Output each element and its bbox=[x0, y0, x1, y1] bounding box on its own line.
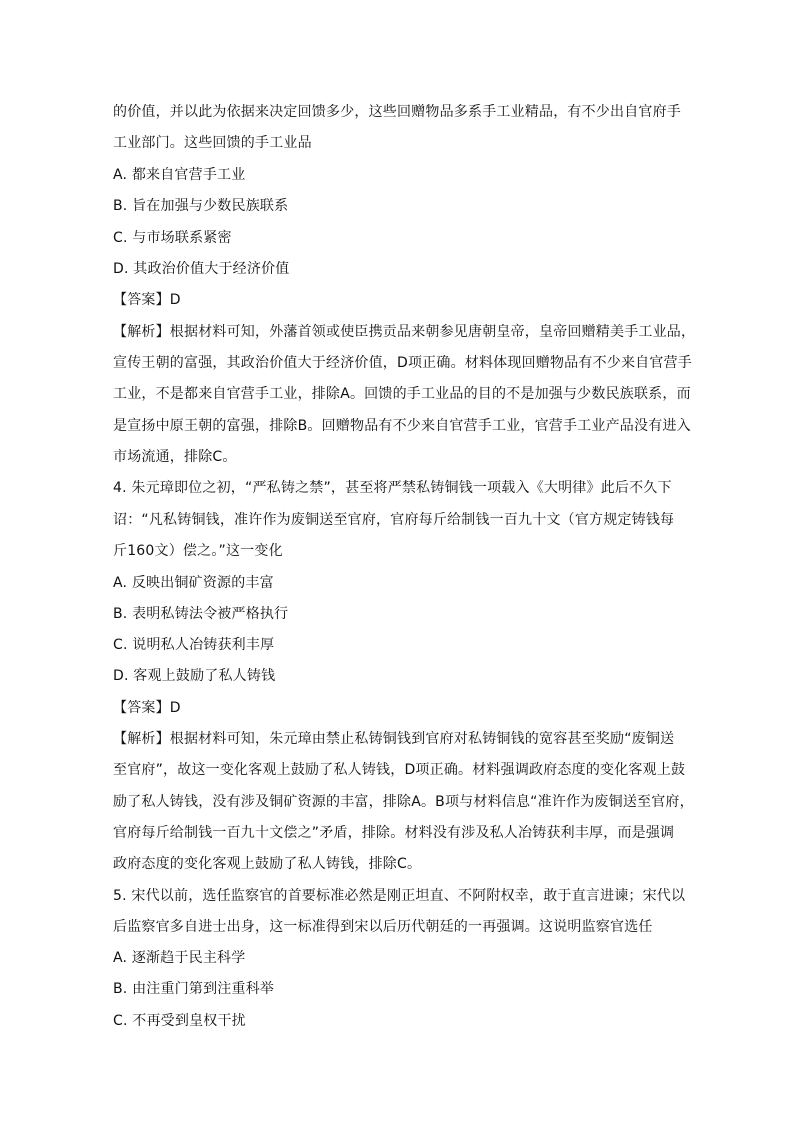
analysis-line-2: 宣传王朝的富强，其政治价值大于经济价值，D项正确。材料体现回赠物品有不少来自官营手 bbox=[113, 355, 692, 371]
analysis-line-2: 至官府”，故这一变化客观上鼓励了私人铸钱，D项正确。材料强调政府态度的变化客观上鼓 bbox=[113, 762, 686, 778]
analysis-line-1: 【解析】根据材料可知，外藩首领或使臣携贡品来朝参见唐朝皇帝，皇帝回赠精美手工业品， bbox=[113, 324, 696, 340]
analysis-line-5: 市场流通，排除C。 bbox=[113, 449, 237, 465]
option-c: C. 说明私人冶铸获利丰厚 bbox=[113, 637, 275, 653]
option-a: A. 反映出铜矿资源的丰富 bbox=[113, 575, 274, 591]
answer-label: 【答案】D bbox=[113, 700, 181, 716]
question-4-line-2: 诏：“凡私铸铜钱，准许作为废铜送至官府，官府每斤给制钱一百九十文（官方规定铸钱每 bbox=[113, 512, 675, 528]
analysis-line-1: 【解析】根据材料可知，朱元璋由禁止私铸铜钱到官府对私铸铜钱的宽容甚至奖励“废铜送 bbox=[113, 731, 675, 747]
option-d: D. 其政治价值大于经济价值 bbox=[113, 261, 290, 277]
option-c: C. 与市场联系紧密 bbox=[113, 230, 232, 246]
question-5-line-2: 后监察官多自进士出身，这一标准得到宋以后历代朝廷的一再强调。这说明监察官选任 bbox=[113, 919, 653, 935]
analysis-line-3: 工业，不是都来自官营手工业，排除A。回馈的手工业品的目的不是加强与少数民族联系，而 bbox=[113, 386, 691, 402]
analysis-line-3: 励了私人铸钱，没有涉及铜矿资源的丰富，排除A。B项与材料信息“准许作为废铜送至官府， bbox=[113, 794, 694, 810]
text-line-1: 的价值，并以此为依据来决定回馈多少，这些回赠物品多系手工业精品，有不少出自官府手 bbox=[113, 104, 681, 120]
option-a: A. 逐渐趋于民主科学 bbox=[113, 950, 246, 966]
option-d: D. 客观上鼓励了私人铸钱 bbox=[113, 668, 276, 684]
text-line-2: 工业部门。这些回馈的手工业品 bbox=[113, 135, 312, 151]
analysis-line-4: 官府每斤给制钱一百九十文偿之”矛盾，排除。材料没有涉及私人冶铸获利丰厚，而是强调 bbox=[113, 825, 675, 841]
option-b: B. 旨在加强与少数民族联系 bbox=[113, 198, 289, 214]
analysis-line-4: 是宣扬中原王朝的富强，排除B。回赠物品有不少来自官营手工业，官营手工业产品没有进入 bbox=[113, 418, 691, 434]
question-4-line-1: 4. 朱元璋即位之初，“严私铸之禁”，甚至将严禁私铸铜钱一项载入《大明律》此后不久下 bbox=[113, 480, 672, 496]
answer-label: 【答案】D bbox=[113, 292, 181, 308]
question-4-line-3: 斤160文）偿之。”这一变化 bbox=[113, 543, 283, 559]
option-a: A. 都来自官营手工业 bbox=[113, 167, 246, 183]
option-c: C. 不再受到皇权干扰 bbox=[113, 1013, 246, 1029]
option-b: B. 由注重门第到注重科举 bbox=[113, 981, 275, 997]
analysis-line-5: 政府态度的变化客观上鼓励了私人铸钱，排除C。 bbox=[113, 856, 422, 872]
question-5-line-1: 5. 宋代以前，选任监察官的首要标准必然是刚正坦直、不阿附权幸，敢于直言进谏；宋代以 bbox=[113, 888, 686, 904]
option-b: B. 表明私铸法令被严格执行 bbox=[113, 606, 289, 622]
